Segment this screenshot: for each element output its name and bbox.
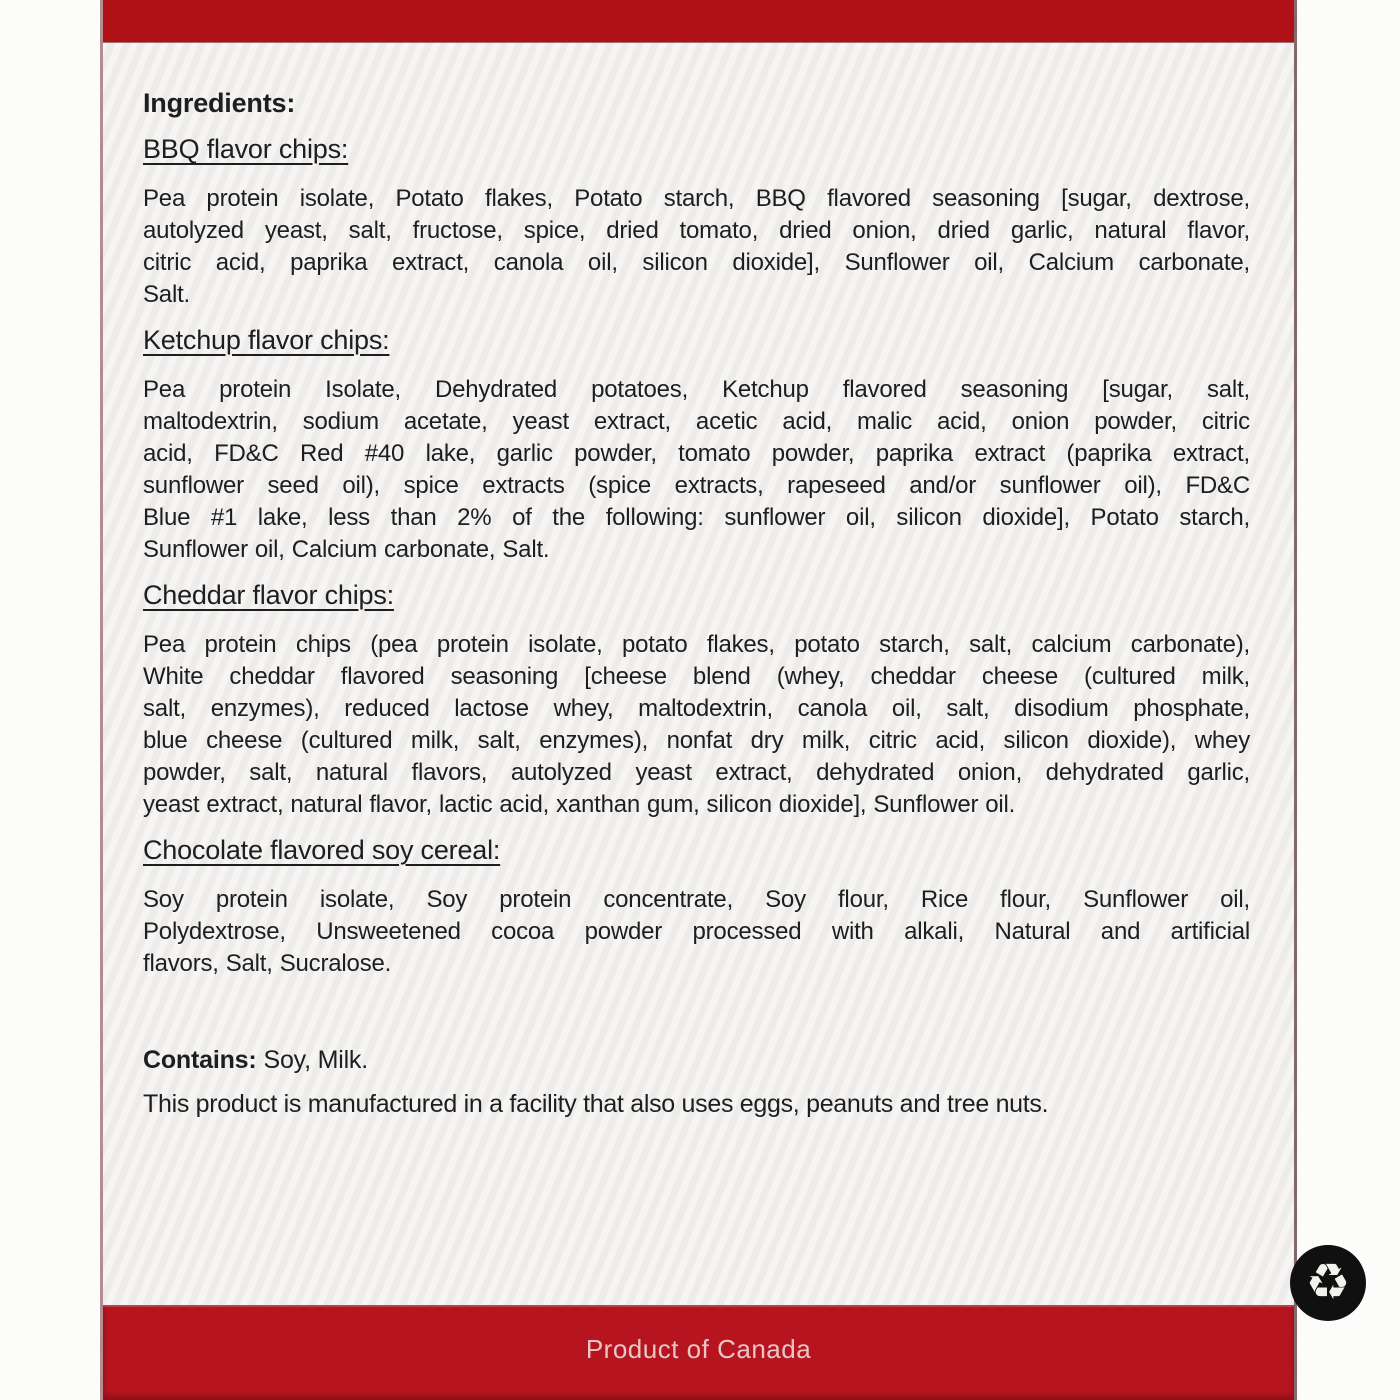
ingredient-line: citric acid, paprika extract, canola oil, silicon dioxide], Sunflower oil, Calcium carbonate, [143, 249, 1250, 276]
ingredient-line: flavors, Salt, Sucralose. [143, 950, 392, 977]
recycle-symbol-glyph: ♻ [1305, 1253, 1351, 1311]
facility-statement: This product is manufactured in a facility that also uses eggs, peanuts and tree nuts. [143, 1090, 1049, 1118]
section-heading-bbq: BBQ flavor chips: [143, 134, 349, 164]
ingredient-line: yeast extract, natural flavor, lactic acid, xanthan gum, silicon dioxide], Sunflower oil. [143, 791, 1016, 818]
section-body-cheddar [143, 629, 1250, 821]
ingredient-line: White cheddar flavored seasoning [cheese blend (whey, cheddar cheese (cultured milk, [143, 663, 1250, 690]
ingredient-line: acid, FD&C Red #40 lake, garlic powder, tomato powder, paprika extract (paprika extract, [143, 440, 1250, 467]
ingredient-line: powder, salt, natural flavors, autolyzed yeast extract, dehydrated onion, dehydrated garlic, [143, 759, 1250, 786]
ingredient-line: sunflower seed oil), spice extracts (spice extracts, rapeseed and/or sunflower oil), FD&C [143, 472, 1250, 499]
section-bbq [143, 132, 1250, 311]
section-cheddar [143, 578, 1250, 821]
recycle-icon [1290, 1245, 1366, 1321]
ingredient-line: Sunflower oil, Calcium carbonate, Salt. [143, 536, 550, 563]
section-body-chocolate-soy-cereal [143, 884, 1250, 980]
ingredient-line: Pea protein Isolate, Dehydrated potatoes, Ketchup flavored seasoning [sugar, salt, [143, 376, 1250, 403]
ingredient-line: Salt. [143, 281, 191, 308]
contains-value: Soy, Milk. [263, 1046, 368, 1074]
ingredient-line: Pea protein isolate, Potato flakes, Potato starch, BBQ flavored seasoning [sugar, dextrose, [143, 185, 1250, 212]
ingredient-line: maltodextrin, sodium acetate, yeast extract, acetic acid, malic acid, onion powder, citric [143, 408, 1250, 435]
ingredient-line: blue cheese (cultured milk, salt, enzymes), nonfat dry milk, citric acid, silicon dioxide), whey [143, 727, 1250, 754]
ingredient-line: autolyzed yeast, salt, fructose, spice, dried tomato, dried onion, dried garlic, natural flavor, [143, 217, 1250, 244]
section-ketchup [143, 323, 1250, 566]
footer-text: Product of Canada [585, 1334, 812, 1364]
ingredients-content [103, 0, 1294, 1120]
ingredient-line: Pea protein chips (pea protein isolate, potato flakes, potato starch, salt, calcium carbonate), [143, 631, 1250, 658]
section-heading-chocolate-soy-cereal: Chocolate flavored soy cereal: [143, 835, 501, 865]
ingredient-line: Soy protein isolate, Soy protein concentrate, Soy flour, Rice flour, Sunflower oil, [143, 886, 1250, 913]
ingredients-title: Ingredients: [143, 88, 296, 118]
contains-label: Contains: [143, 1046, 257, 1074]
section-chocolate-soy-cereal [143, 833, 1250, 980]
section-heading-ketchup: Ketchup flavor chips: [143, 325, 390, 355]
footer-band [103, 1305, 1294, 1400]
contains-statement [143, 1044, 1250, 1076]
ingredient-line: Blue #1 lake, less than 2% of the following: sunflower oil, silicon dioxide], Potato starch, [143, 504, 1250, 531]
ingredient-line: salt, enzymes), reduced lactose whey, maltodextrin, canola oil, salt, disodium phosphate, [143, 695, 1250, 722]
section-body-ketchup [143, 374, 1250, 566]
ingredient-line: Polydextrose, Unsweetened cocoa powder processed with alkali, Natural and artificial [143, 918, 1250, 945]
section-body-bbq [143, 183, 1250, 311]
ingredients-panel [100, 0, 1351, 1400]
section-heading-cheddar: Cheddar flavor chips: [143, 580, 394, 610]
